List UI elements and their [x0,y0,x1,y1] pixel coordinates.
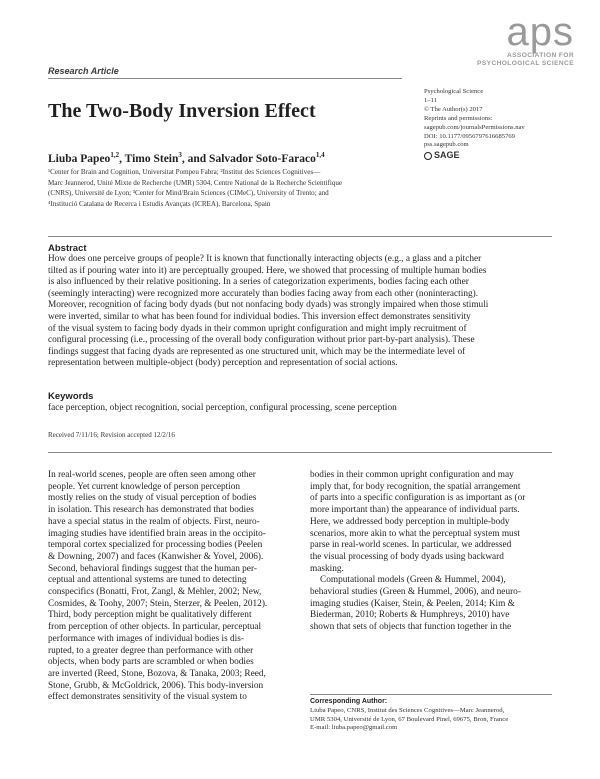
body-line: In real-world scenes, people are often seen among other [48,470,256,480]
body-line: masking. [310,563,344,574]
abstract-line: (seemingly interacting) were recognized more accurately than bodies facing away from each other (noninteracting). [48,288,479,299]
logo-line-1: ASSOCIATION FOR [506,52,574,59]
body-line: Computational models (Green & Hummel, 2004), [320,575,506,586]
affiliation-line: Marc Jeannerod, Unité Mixte de Recherche (UMR) 5304, Centre National de la Recherche Scientifique [48,178,343,187]
publisher-logo [424,151,584,160]
body-line: scenarios, more akin to what the perceptual system must [310,528,520,539]
abstract-line: were inverted, similar to what has been found for individual bodies. This inversion effect demonstrates sensitivity [48,311,471,322]
logo-line-2: PSYCHOLOGICAL SCIENCE [477,60,574,67]
pub-info-line: 1–11 [424,96,437,104]
corresponding-author-line: Liuba Papeo, CNRS, Institut des Sciences Cognitives—Marc Jeannerod, [310,706,505,714]
body-line: imply that, for body recognition, the spatial arrangement [310,481,521,492]
abstract-line: tilted as if pouring water into it) are perceptually grouped. Here, we showed that processing of multiple human bodies [48,265,487,276]
body-line: have a special status in the realm of objects. First, neuro- [48,516,260,527]
body-line: & Downing, 2007) and faces (Kanwisher & Yovel, 2006). [48,551,264,562]
author-affil-marker: 3 [178,151,182,159]
abstract-line: findings suggest that facing dyads are represented as one structured unit, which may be the intermediate level of [48,346,466,357]
pub-info-line: Psychological Science [424,88,484,95]
affiliation-line: ⁴Institució Catalana de Recerca i Estudis Avançats (ICREA), Barcelona, Spain [48,199,271,208]
body-line: effect demonstrates sensitivity of the visual system to [48,692,247,703]
journal-link[interactable]: pss.sagepub.com [424,141,469,149]
pub-info-line: © The Author(s) 2017 [424,105,483,113]
corresponding-author [310,698,560,733]
article-type: Research Article [48,66,119,76]
body-line: Stone, Grubb, & McGoldrick, 2006). This body-inversion [48,680,264,691]
body-line: Here, we addressed body perception in multiple-body [310,516,510,527]
page-title: The Two-Body Inversion Effect [48,100,316,122]
affiliation-line: (CNRS), Université de Lyon; ³Center for Mind/Brain Sciences (CIMeC), University of Trento; and [48,189,329,197]
corresponding-author-heading: Corresponding Author: [310,698,388,705]
body-line: mostly relies on the study of visual perception of bodies [48,493,257,504]
body-line: of parts into a specific configuration is as important as (or [310,493,526,504]
body-line: people. Yet current knowledge of person perception [48,481,241,492]
body-line: shown that sets of objects that function together in the [310,622,512,633]
author-name: , Timo Stein [119,152,179,165]
pub-info-line: Reprints and permissions: [424,114,493,122]
publication-info [424,88,584,160]
body-line: imaging studies (Kaiser, Stein, & Peelen, 2014; Kim & [310,598,515,609]
body-line: in isolation. This research has demonstrated that bodies [48,505,254,516]
header-divider [48,78,402,79]
author-name: Liuba Papeo [48,152,111,165]
body-line: behavioral studies (Green & Hummel, 2006), and neuro- [310,587,521,598]
body-column-right [310,470,556,634]
aps-logo [424,12,574,68]
doi[interactable]: DOI: 10.1177/0956797616685769 [424,132,515,140]
corresponding-author-email[interactable]: E-mail: liuba.papeo@gmail.com [310,724,398,732]
received-dates: Received 7/11/16; Revision accepted 12/2/16 [48,431,175,439]
abstract-line: Moreover, recognition of facing body dyads (but not nonfacing body dyads) was strongly impaired when those stimuli [48,300,489,311]
body-line: the visual processing of body dyads using backward [310,551,504,562]
body-line: conspecifics (Bonatti, Frot, Zangl, & Mehler, 2002; New, [48,587,262,598]
author-affil-marker: 1,2 [110,151,120,159]
body-line: performance with images of individual bodies is dis- [48,633,244,644]
abstract-line: How does one perceive groups of people? It is known that functionally interacting objects (e.g., a glass and a pitcher [48,254,482,264]
body-line: ceptual and attentional systems are tuned to detecting [48,575,247,586]
abstract-divider [48,236,552,237]
abstract-line: configural processing (i.e., processing of the overall body configuration without prior part-by-part analysis). These [48,335,475,346]
abstract-line: of the visual system to facing body dyads in their common upright configuration and might imply recruitment of [48,323,467,334]
body-line: more important than) the appearance of individual parts. [310,505,520,516]
affiliations [48,167,400,209]
logo-wordmark: aps [506,10,574,54]
publisher-name: SAGE [434,150,460,161]
body-column-left [48,470,294,704]
body-line: objects, when body parts are scrambled or when bodies [48,657,254,668]
body-line: Third, body perception might be qualitatively different [48,610,252,621]
corresponding-author-line: UMR 5304, Université de Lyon, 67 Boulevard Pinel, 69675, Bron, France [310,715,509,723]
author-list [48,151,325,165]
keywords-list: face perception, object recognition, social perception, configural processing, scene perception [48,403,397,413]
body-line: from perception of other objects. In particular, perceptual [48,622,262,633]
body-line: bodies in their common upright configuration and may [310,470,514,480]
author-name: , and Salvador Soto-Faraco [181,152,316,165]
affiliation-line: ¹Center for Brain and Cognition, Universitat Pompeu Fabra; ²Institut des Sciences Cognitives— [48,168,321,176]
body-line: Cosmides, & Toohy, 2007; Stein, Sterzer, & Peelen, 2012). [48,598,268,609]
keywords-heading: Keywords [48,391,94,402]
abstract-heading: Abstract [48,243,87,254]
body-line: rupted, to a greater degree than performance with other [48,645,254,656]
body-line: Biederman, 2010; Roberts & Humphreys, 2010) have [310,610,510,621]
body-divider [48,452,552,453]
footnote-divider [310,694,552,695]
abstract-line: representation between multiple-object (body) perception and representation of social actions. [48,358,398,369]
author-affil-marker: 1,4 [315,151,325,159]
body-line: imaging studies have identified brain areas in the occipito- [48,528,266,539]
body-line: temporal cortex specialized for processing bodies (Peelen [48,540,263,551]
body-line: parse in real-world scenes. In particular, we addressed [310,540,512,551]
body-line: are inverted (Reed, Stone, Bozova, & Tanaka, 2003; Reed, [48,668,266,679]
abstract-line: is also influenced by their relative positioning. In a series of categorization experiments, bodies facing each other [48,277,469,288]
body-line: Second, behavioral findings suggest that the human per- [48,563,257,574]
sage-icon [424,152,432,160]
permissions-link[interactable]: sagepub.com/journalsPermissions.nav [424,123,525,131]
abstract-body [48,254,552,370]
